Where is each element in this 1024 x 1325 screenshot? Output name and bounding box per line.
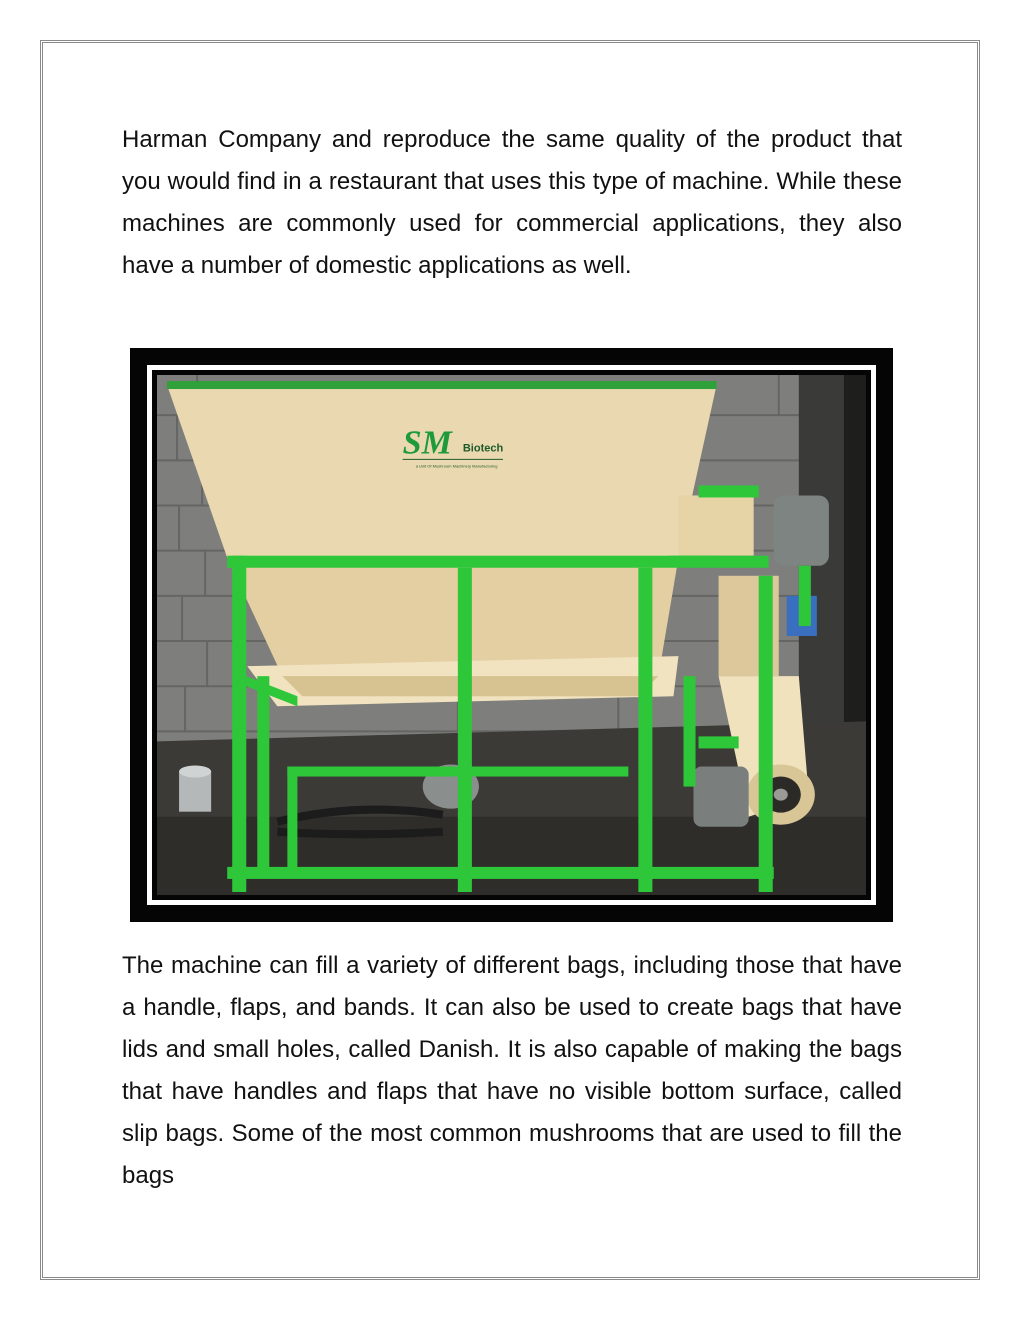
logo-text: SM xyxy=(402,424,452,462)
logo-subtext: Biotech xyxy=(462,442,504,455)
body-paragraph-top: Harman Company and reproduce the same quality of the product that you would find in a restaurant that uses this type of machine. While these machines are commonly used for commercial applications, they also have a number of domestic applications as well. xyxy=(122,126,902,279)
logo-tagline: a Unit Of Mushroom Machinery Manufacturing xyxy=(415,463,498,469)
machine-photo-frame xyxy=(130,348,893,922)
photo-inner-border xyxy=(152,370,871,900)
bag-filling-machine-photo xyxy=(157,375,866,895)
body-paragraph-bottom: The machine can fill a variety of different bags, including those that have a handle, flaps, and bands. It can also be used to create bags that have lids and small holes, called Danish. It is also capable of making the bags that have handles and flaps that have no visible bottom surface, called slip bags. Some of the most common mushrooms that are used to fill the bags xyxy=(122,952,902,1189)
photo-mat xyxy=(147,365,876,905)
